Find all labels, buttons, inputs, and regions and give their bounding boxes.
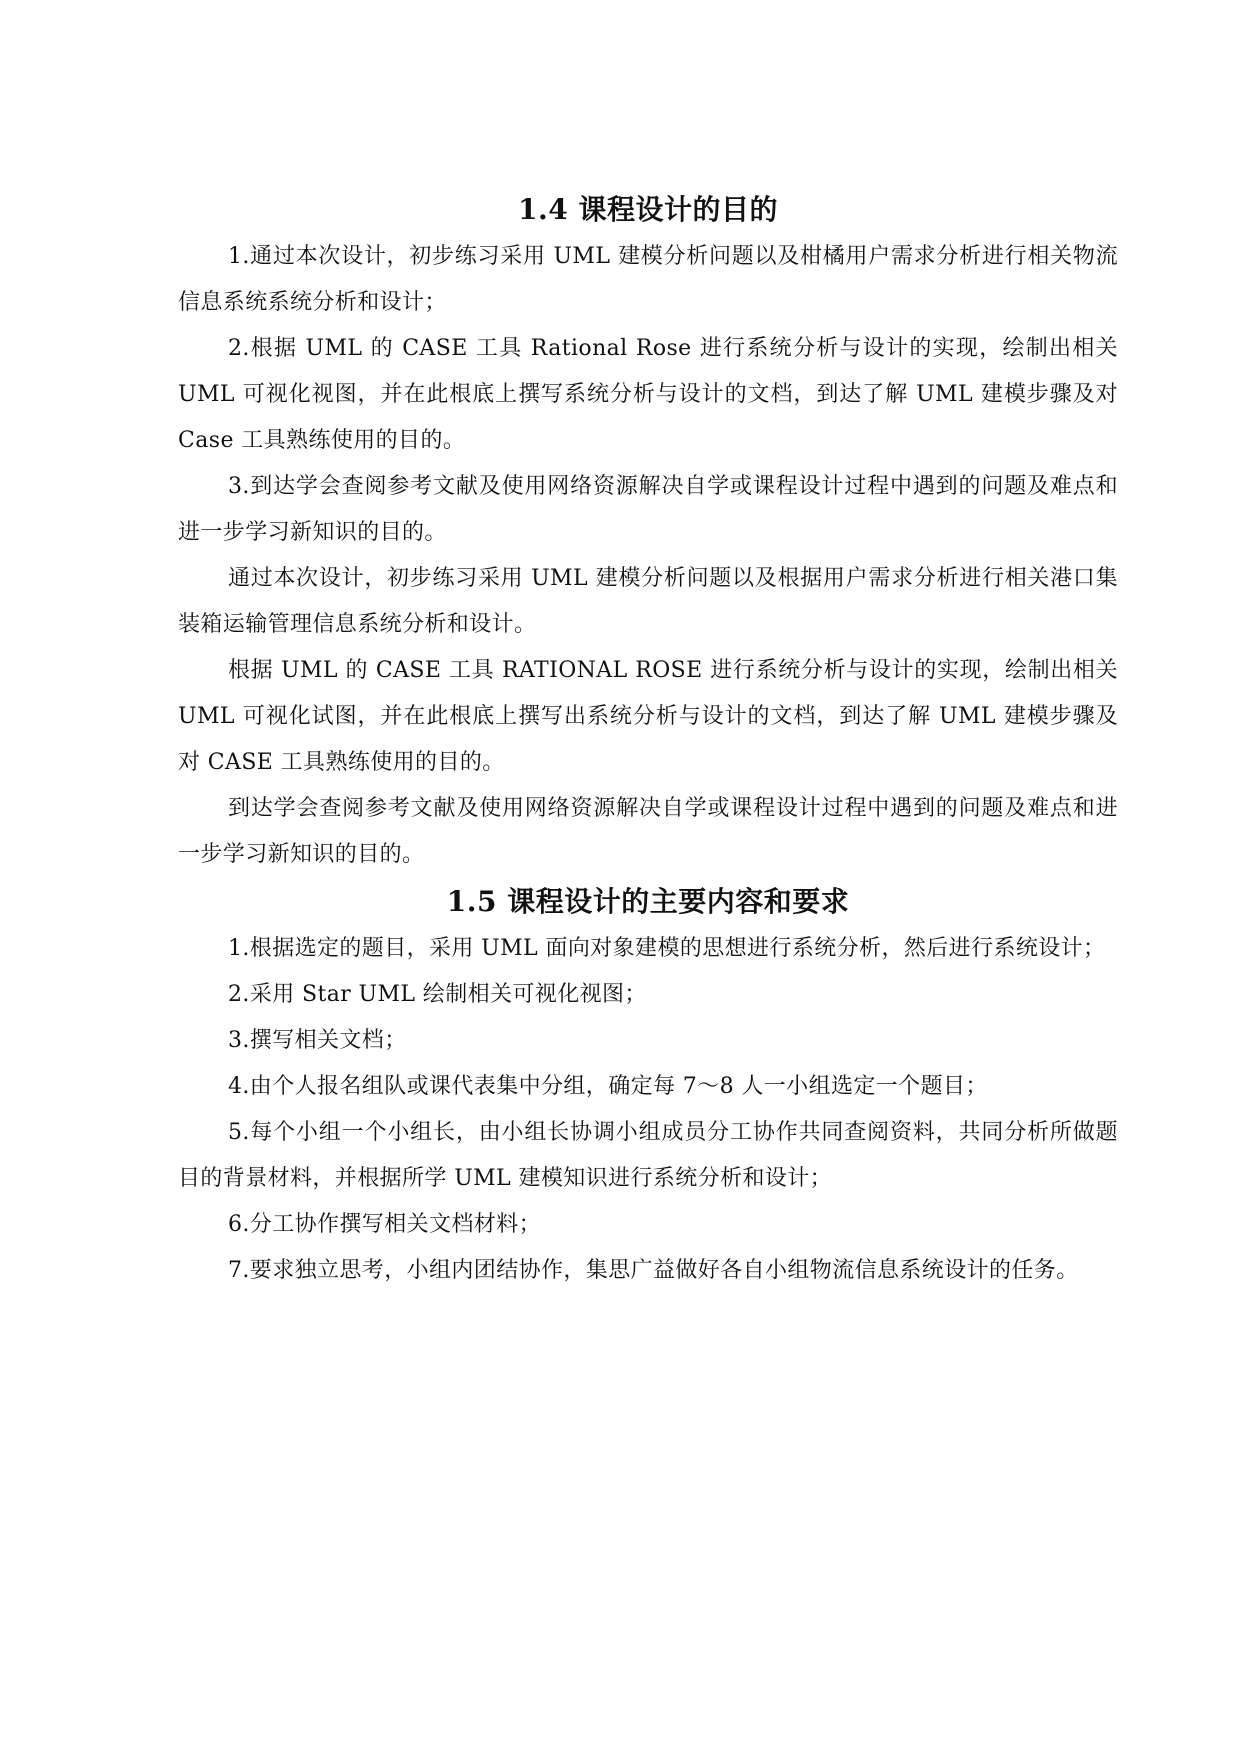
page-content bbox=[178, 186, 1118, 1294]
paragraph-1-5-7: 7.要求独立思考，小组内团结协作，集思广益做好各自小组物流信息系统设计的任务。 bbox=[228, 1258, 1079, 1283]
section-heading-1-5: 1.5 课程设计的主要内容和要求 bbox=[446, 885, 850, 918]
paragraph-1-5-3: 3.撰写相关文档； bbox=[228, 1028, 407, 1053]
paragraph-1-4-5: 根据 UML 的 CASE 工具 RATIONAL ROSE 进行系统分析与设计的实现，绘制出相关 UML 可视化试图，并在此根底上撰写出系统分析与设计的文档，到达了解 UML 建模步骤及对 CASE 工具熟练使用的目的。 bbox=[178, 658, 1118, 775]
paragraph-1-5-1: 1.根据选定的题目，采用 UML 面向对象建模的思想进行系统分析，然后进行系统设计； bbox=[228, 936, 1106, 961]
paragraph-1-4-6: 到达学会查阅参考文献及使用网络资源解决自学或课程设计过程中遇到的问题及难点和进一步学习新知识的目的。 bbox=[178, 796, 1118, 867]
paragraph-1-5-2: 2.采用 Star UML 绘制相关可视化视图； bbox=[228, 982, 647, 1007]
paragraph-1-5-4: 4.由个人报名组队或课代表集中分组，确定每 7～8 人一小组选定一个题目； bbox=[228, 1074, 988, 1099]
section-heading-1-4: 1.4 课程设计的目的 bbox=[518, 193, 778, 226]
paragraph-1-5-6: 6.分工协作撰写相关文档材料； bbox=[228, 1212, 541, 1237]
paragraph-1-4-3: 3.到达学会查阅参考文献及使用网络资源解决自学或课程设计过程中遇到的问题及难点和进一步学习新知识的目的。 bbox=[178, 474, 1118, 545]
paragraph-1-5-5: 5.每个小组一个小组长，由小组长协调小组成员分工协作共同查阅资料，共同分析所做题目的背景材料，并根据所学 UML 建模知识进行系统分析和设计； bbox=[178, 1120, 1118, 1191]
paragraph-1-4-4: 通过本次设计，初步练习采用 UML 建模分析问题以及根据用户需求分析进行相关港口集装箱运输管理信息系统分析和设计。 bbox=[178, 566, 1118, 637]
paragraph-1-4-2: 2.根据 UML 的 CASE 工具 Rational Rose 进行系统分析与设计的实现，绘制出相关 UML 可视化视图，并在此根底上撰写系统分析与设计的文档，到达了解 UML 建模步骤及对 Case 工具熟练使用的目的。 bbox=[178, 336, 1118, 453]
paragraph-1-4-1: 1.通过本次设计，初步练习采用 UML 建模分析问题以及柑橘用户需求分析进行相关物流信息系统系统分析和设计； bbox=[178, 244, 1118, 315]
